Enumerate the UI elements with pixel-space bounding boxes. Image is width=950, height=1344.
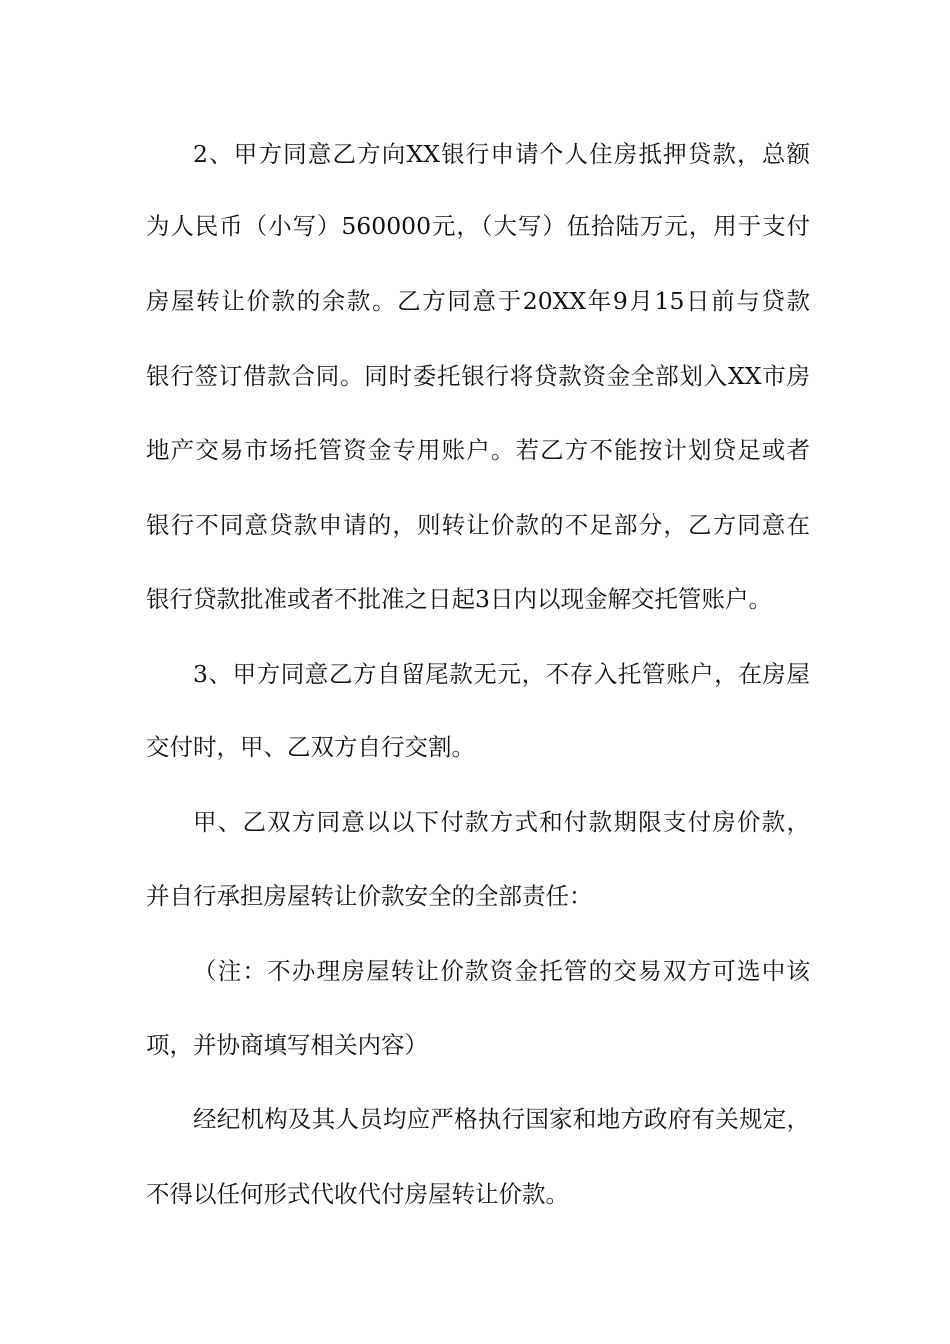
paragraph-2-line-1: 2、甲方同意乙方向XX银行申请个人住房抵押贷款，总额 (193, 140, 810, 168)
paragraph-2-line-4: 银行签订借款合同。同时委托银行将贷款资金全部划入XX市房 (146, 362, 810, 390)
agency-paragraph-line-2: 不得以任何形式代收代付房屋转让价款。 (146, 1180, 569, 1208)
payment-paragraph-line-2: 并自行承担房屋转让价款安全的全部责任： (146, 882, 593, 910)
paragraph-2-line-7: 银行贷款批准或者不批准之日起3日内以现金解交托管账户。 (146, 585, 772, 613)
paragraph-3-line-2: 交付时，甲、乙双方自行交割。 (146, 733, 475, 761)
note-paragraph-line-1: （注：不办理房屋转让价款资金托管的交易双方可选中该 (193, 957, 810, 985)
payment-paragraph-line-1: 甲、乙双方同意以以下付款方式和付款期限支付房价款， (193, 808, 810, 836)
note-paragraph-line-2: 项，并协商填写相关内容） (146, 1031, 428, 1059)
paragraph-2-line-3: 房屋转让价款的余款。乙方同意于20XX年9月15日前与贷款 (146, 287, 810, 315)
paragraph-2-line-5: 地产交易市场托管资金专用账户。若乙方不能按计划贷足或者 (146, 436, 810, 464)
agency-paragraph-line-1: 经纪机构及其人员均应严格执行国家和地方政府有关规定， (193, 1105, 810, 1133)
paragraph-2-line-6: 银行不同意贷款申请的，则转让价款的不足部分，乙方同意在 (146, 511, 810, 539)
paragraph-2-line-2: 为人民币（小写）560000元，（大写）伍拾陆万元，用于支付 (146, 212, 810, 240)
paragraph-3-line-1: 3、甲方同意乙方自留尾款无元，不存入托管账户，在房屋 (193, 660, 810, 688)
